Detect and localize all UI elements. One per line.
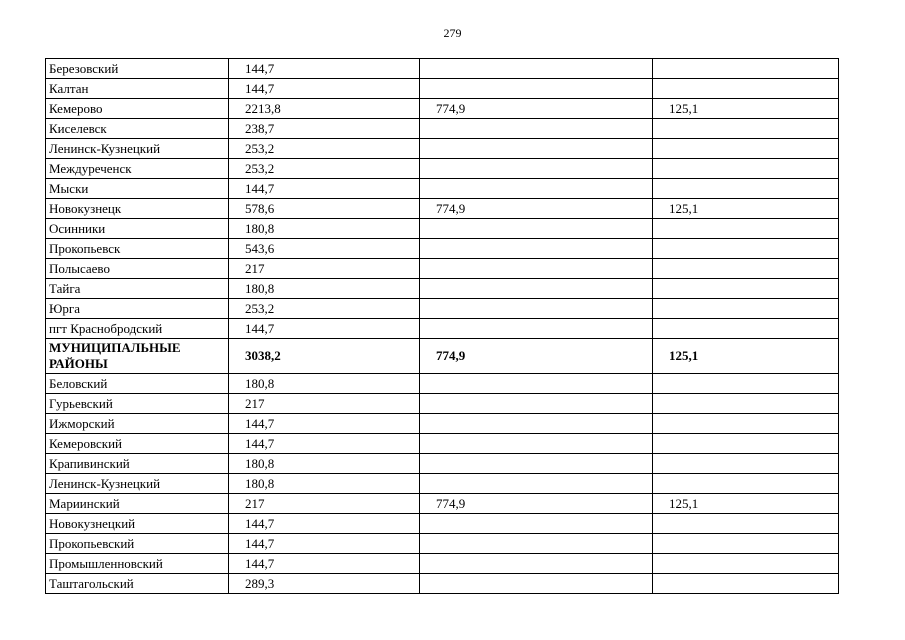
- value-cell-2: [420, 299, 653, 319]
- value-cell-3: 125,1: [653, 99, 839, 119]
- value-cell-2: 774,9: [420, 494, 653, 514]
- table-row: [46, 534, 839, 554]
- value-cell-1: 217: [229, 394, 420, 414]
- row-name-cell: Прокопьевск: [46, 239, 229, 259]
- value-cell-2: [420, 434, 653, 454]
- row-name-cell: Березовский: [46, 59, 229, 79]
- value-cell-1: 180,8: [229, 374, 420, 394]
- table-row: [46, 494, 839, 514]
- value-cell-2: 774,9: [420, 339, 653, 374]
- value-cell-1: 217: [229, 259, 420, 279]
- row-name-cell: Юрга: [46, 299, 229, 319]
- row-name-cell: Новокузнецкий: [46, 514, 229, 534]
- value-cell-1: 180,8: [229, 219, 420, 239]
- value-cell-1: 180,8: [229, 454, 420, 474]
- value-cell-2: [420, 454, 653, 474]
- value-cell-2: [420, 279, 653, 299]
- row-name-cell: Киселевск: [46, 119, 229, 139]
- row-name-cell: Таштагольский: [46, 574, 229, 594]
- value-cell-1: 253,2: [229, 299, 420, 319]
- row-name-cell: Беловский: [46, 374, 229, 394]
- value-cell-1: 144,7: [229, 414, 420, 434]
- value-cell-1: 217: [229, 494, 420, 514]
- row-name-cell: Калтан: [46, 79, 229, 99]
- value-cell-1: 144,7: [229, 179, 420, 199]
- value-cell-2: [420, 139, 653, 159]
- value-cell-1: 289,3: [229, 574, 420, 594]
- table-row: [46, 339, 839, 374]
- table-row: [46, 414, 839, 434]
- value-cell-2: [420, 219, 653, 239]
- value-cell-1: 578,6: [229, 199, 420, 219]
- value-cell-1: 543,6: [229, 239, 420, 259]
- row-name-cell: Ленинск-Кузнецкий: [46, 139, 229, 159]
- row-name-cell: Кемерово: [46, 99, 229, 119]
- value-cell-3: [653, 179, 839, 199]
- value-cell-1: 144,7: [229, 514, 420, 534]
- value-cell-1: 144,7: [229, 319, 420, 339]
- table-row: [46, 239, 839, 259]
- value-cell-3: [653, 259, 839, 279]
- value-cell-1: 180,8: [229, 474, 420, 494]
- value-cell-2: [420, 394, 653, 414]
- table-row: [46, 279, 839, 299]
- value-cell-1: 144,7: [229, 59, 420, 79]
- value-cell-3: [653, 319, 839, 339]
- value-cell-1: 144,7: [229, 554, 420, 574]
- value-cell-3: [653, 514, 839, 534]
- row-name-cell: Промышленновский: [46, 554, 229, 574]
- row-name-cell: Новокузнецк: [46, 199, 229, 219]
- value-cell-2: [420, 239, 653, 259]
- value-cell-3: [653, 219, 839, 239]
- data-table: [45, 58, 839, 594]
- value-cell-2: 774,9: [420, 99, 653, 119]
- value-cell-1: 2213,8: [229, 99, 420, 119]
- value-cell-2: [420, 119, 653, 139]
- table-row: [46, 79, 839, 99]
- value-cell-3: [653, 279, 839, 299]
- value-cell-3: [653, 474, 839, 494]
- value-cell-2: [420, 319, 653, 339]
- table-row: [46, 299, 839, 319]
- value-cell-3: [653, 239, 839, 259]
- value-cell-2: 774,9: [420, 199, 653, 219]
- value-cell-3: [653, 59, 839, 79]
- value-cell-2: [420, 414, 653, 434]
- value-cell-1: 253,2: [229, 139, 420, 159]
- value-cell-1: 238,7: [229, 119, 420, 139]
- table-row: [46, 554, 839, 574]
- value-cell-1: 144,7: [229, 434, 420, 454]
- value-cell-1: 144,7: [229, 534, 420, 554]
- value-cell-2: [420, 259, 653, 279]
- value-cell-3: [653, 554, 839, 574]
- table-row: [46, 574, 839, 594]
- table-row: [46, 454, 839, 474]
- table-body: [46, 59, 839, 594]
- value-cell-3: [653, 454, 839, 474]
- table-row: [46, 319, 839, 339]
- table-row: [46, 59, 839, 79]
- row-name-cell: Крапивинский: [46, 454, 229, 474]
- value-cell-3: [653, 159, 839, 179]
- row-name-cell: МУНИЦИПАЛЬНЫЕ РАЙОНЫ: [46, 339, 229, 374]
- page-number: 279: [443, 26, 462, 40]
- value-cell-3: [653, 534, 839, 554]
- value-cell-2: [420, 474, 653, 494]
- table-row: [46, 374, 839, 394]
- table-row: [46, 199, 839, 219]
- value-cell-3: [653, 414, 839, 434]
- table-row: [46, 119, 839, 139]
- value-cell-3: 125,1: [653, 199, 839, 219]
- value-cell-3: [653, 434, 839, 454]
- row-name-cell: Ижморский: [46, 414, 229, 434]
- row-name-cell: Междуреченск: [46, 159, 229, 179]
- row-name-cell: Мариинский: [46, 494, 229, 514]
- value-cell-3: [653, 394, 839, 414]
- value-cell-2: [420, 554, 653, 574]
- row-name-cell: Прокопьевский: [46, 534, 229, 554]
- value-cell-1: 180,8: [229, 279, 420, 299]
- value-cell-3: [653, 139, 839, 159]
- value-cell-2: [420, 159, 653, 179]
- value-cell-1: 3038,2: [229, 339, 420, 374]
- table-row: [46, 259, 839, 279]
- table-row: [46, 219, 839, 239]
- row-name-cell: пгт Краснобродский: [46, 319, 229, 339]
- value-cell-3: [653, 574, 839, 594]
- row-name-cell: Полысаево: [46, 259, 229, 279]
- table-row: [46, 139, 839, 159]
- value-cell-3: [653, 79, 839, 99]
- value-cell-2: [420, 59, 653, 79]
- value-cell-1: 253,2: [229, 159, 420, 179]
- table-row: [46, 179, 839, 199]
- value-cell-1: 144,7: [229, 79, 420, 99]
- table-row: [46, 99, 839, 119]
- row-name-cell: Мыски: [46, 179, 229, 199]
- value-cell-3: 125,1: [653, 339, 839, 374]
- table-row: [46, 434, 839, 454]
- value-cell-2: [420, 79, 653, 99]
- value-cell-3: [653, 119, 839, 139]
- table-row: [46, 394, 839, 414]
- row-name-cell: Гурьевский: [46, 394, 229, 414]
- row-name-cell: Осинники: [46, 219, 229, 239]
- table-row: [46, 514, 839, 534]
- row-name-cell: Тайга: [46, 279, 229, 299]
- table-row: [46, 474, 839, 494]
- value-cell-2: [420, 534, 653, 554]
- table-row: [46, 159, 839, 179]
- row-name-cell: Ленинск-Кузнецкий: [46, 474, 229, 494]
- value-cell-2: [420, 574, 653, 594]
- value-cell-3: 125,1: [653, 494, 839, 514]
- value-cell-2: [420, 374, 653, 394]
- value-cell-2: [420, 179, 653, 199]
- value-cell-3: [653, 374, 839, 394]
- value-cell-2: [420, 514, 653, 534]
- row-name-cell: Кемеровский: [46, 434, 229, 454]
- value-cell-3: [653, 299, 839, 319]
